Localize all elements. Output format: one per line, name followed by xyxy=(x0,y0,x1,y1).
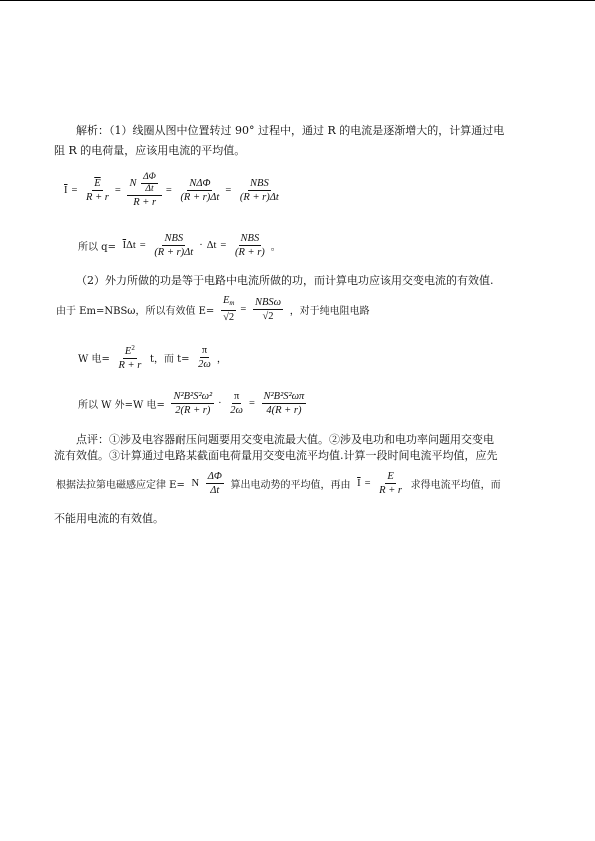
part2-line-1: （2）外力所做的功是等于电路中电流所做的功，而计算电功应该用交变电流的有效值. xyxy=(76,274,494,287)
formula-effective-value: 由于 Em=NBSω，所以有效值 E= $\frac{E_m}{√2}$ = $\frac{\text{NBSω}}{√2}$ ，对于纯电阻电路 xyxy=(56,295,370,323)
fraction-n-dphi: $\frac{\text{NΔΦ}}{(R + r)\Delta t}$ xyxy=(180,178,220,203)
fraction-e-over-r: $\frac{\overline{E}}{R + r}$ xyxy=(86,178,109,203)
fraction-work-c: $\frac{\text{N²B²S²ωπ}}{4(R + r)}$ xyxy=(263,391,305,416)
fraction-nbsw-root2: $\frac{\text{NBSω}}{√2}$ xyxy=(254,296,282,322)
fraction-dphi-dt: $\frac{\Delta\Phi}{\Delta t}$ xyxy=(207,471,222,496)
fraction-pi-over-2w: $\frac{\pi}{2\omega}$ xyxy=(198,344,211,370)
fraction-charge-a: $\frac{\text{NBS}}{(R + r)\Delta t}$ xyxy=(154,233,194,258)
comment-line-1: 点评：①涉及电容器耐压问题要用交变电流最大值。②涉及电功和电功率问题用交变电 xyxy=(76,433,494,446)
formula-lhs: $\overline{I}$ xyxy=(64,185,68,196)
fraction-work-a: $\frac{\text{N²B²S²ω²}}{2(R + r)}$ xyxy=(173,391,213,416)
fraction-work-b: $\frac{\pi}{2\omega}$ xyxy=(230,391,243,416)
fraction-e2-over-r: $\frac{E^2}{R + r}$ xyxy=(118,344,142,371)
formula-average-current: $\overline{I}$ = $\frac{\overline{E}}{R + r}$ = N $\frac{\Delta\Phi}{\Delta t}$ R + r = $\frac{\text{NΔΦ}}{(R + r)\Delta t}$ = $\frac{\text{NBS}}{(R + r)\Delta t}$ xyxy=(64,172,279,208)
analysis-line-1: 解析：（1）线圈从图中位置转过 90° 过程中，通过 R 的电流是逐渐增大的，计算通过电 xyxy=(76,124,505,137)
fraction-nbs: $\frac{\text{NBS}}{(R + r)\Delta t}$ xyxy=(239,178,279,203)
comment-line-2: 流有效值。③计算通过电路某截面电荷量用交变电流平均值.计算一段时间电流平均值，应先 xyxy=(54,449,498,462)
fraction-e-over-r-2: $\frac{E}{R + r}$ xyxy=(379,471,402,496)
formula-external-work: 所以 W 外=W 电= $\frac{\text{N²B²S²ω²}}{2(R + r)}$ · $\frac{\pi}{2\omega}$ = $\frac{\text{N²B²S²ωπ}}{4(R + r)}$ xyxy=(78,391,305,416)
analysis-line-2: 阻 R 的电荷量，应该用电流的平均值。 xyxy=(54,144,246,157)
fraction-em-root2: $\frac{E_m}{√2}$ xyxy=(222,295,235,323)
comment-line-last: 不能用电流的有效值。 xyxy=(54,512,164,525)
fraction-charge-b: $\frac{\text{NBS}}{(R + r)}$ xyxy=(234,233,265,258)
formula-faraday-line: 根据法拉第电磁感应定律 E= N $\frac{\Delta\Phi}{\Delta t}$ 算出电动势的平均值，再由 $\overline{I}$ = $\frac{E}{R + r}$ 求得电流平均值，而 xyxy=(56,471,501,496)
formula-electric-work: W 电= $\frac{E^2}{R + r}$ t，而 t= $\frac{\pi}{2\omega}$ ， xyxy=(78,344,227,371)
page-top-rule xyxy=(0,0,595,1)
formula-charge: 所以 $q= \overline{I}\Delta t$ = $\frac{\text{NBS}}{(R + r)\Delta t}$ · Δt = $\frac{\text{NBS}}{(R + r)}$ 。 xyxy=(78,233,281,258)
fraction-n-dphi-dt: N $\frac{\Delta\Phi}{\Delta t}$ R + r xyxy=(127,172,161,209)
